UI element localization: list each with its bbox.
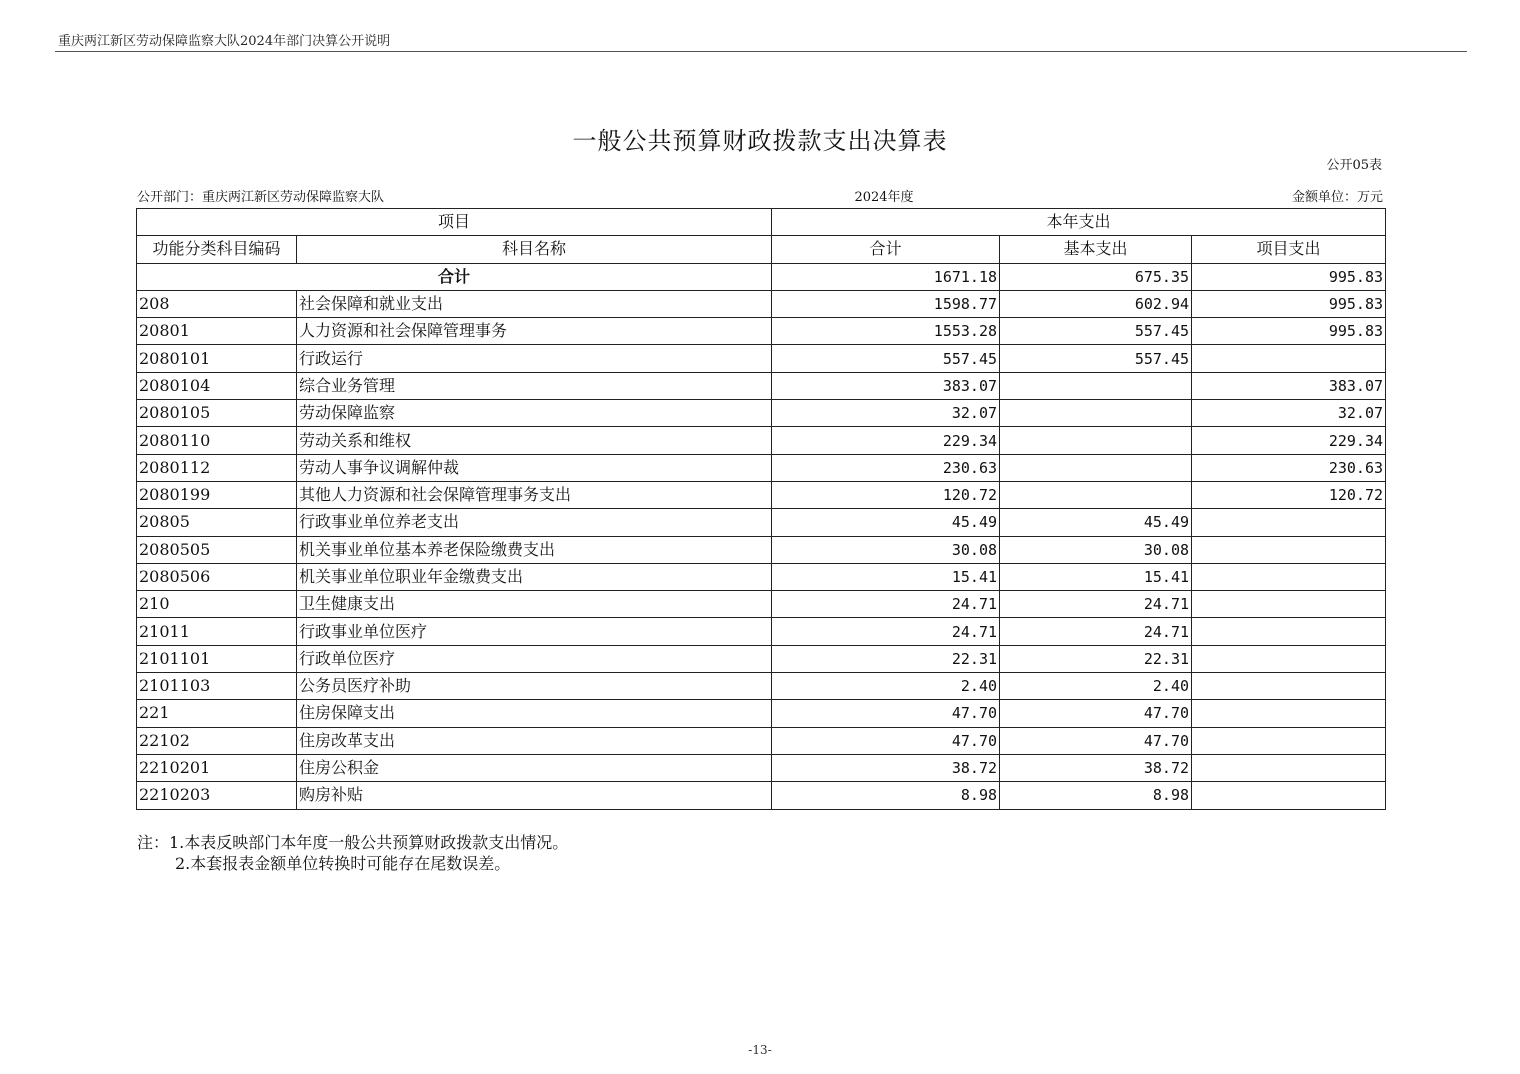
row-code: 2101101 xyxy=(137,645,297,672)
row-total: 24.71 xyxy=(772,591,1000,618)
table-row xyxy=(137,372,1386,399)
row-total: 383.07 xyxy=(772,372,1000,399)
row-basic: 15.41 xyxy=(1000,563,1192,590)
total-project: 995.83 xyxy=(1192,263,1386,290)
row-total: 24.71 xyxy=(772,618,1000,645)
table-row xyxy=(137,427,1386,454)
row-code: 221 xyxy=(137,700,297,727)
header-name: 科目名称 xyxy=(297,236,772,263)
row-basic: 8.98 xyxy=(1000,782,1192,809)
table-row xyxy=(137,645,1386,672)
row-name: 住房公积金 xyxy=(297,754,772,781)
row-basic: 47.70 xyxy=(1000,727,1192,754)
row-name: 行政单位医疗 xyxy=(297,645,772,672)
row-total: 30.08 xyxy=(772,536,1000,563)
total-row xyxy=(137,263,1386,290)
row-total: 22.31 xyxy=(772,645,1000,672)
row-total: 47.70 xyxy=(772,727,1000,754)
table-row xyxy=(137,673,1386,700)
fiscal-year: 2024年度 xyxy=(854,190,914,205)
table-row xyxy=(137,700,1386,727)
row-total: 45.49 xyxy=(772,509,1000,536)
table-row xyxy=(137,290,1386,317)
row-total: 557.45 xyxy=(772,345,1000,372)
total-sum: 1671.18 xyxy=(772,263,1000,290)
row-name: 行政事业单位医疗 xyxy=(297,618,772,645)
row-code: 2080199 xyxy=(137,481,297,508)
row-project xyxy=(1192,591,1386,618)
row-project xyxy=(1192,345,1386,372)
row-project: 383.07 xyxy=(1192,372,1386,399)
amount-unit: 金额单位：万元 xyxy=(1291,190,1383,205)
row-name: 劳动人事争议调解仲裁 xyxy=(297,454,772,481)
table-row xyxy=(137,563,1386,590)
row-project: 230.63 xyxy=(1192,454,1386,481)
table-row xyxy=(137,536,1386,563)
table-row xyxy=(137,481,1386,508)
row-name: 综合业务管理 xyxy=(297,372,772,399)
row-total: 1553.28 xyxy=(772,318,1000,345)
row-basic: 24.71 xyxy=(1000,618,1192,645)
row-total: 32.07 xyxy=(772,400,1000,427)
page-title: 一般公共预算财政拨款支出决算表 xyxy=(572,127,948,155)
row-project xyxy=(1192,700,1386,727)
row-project xyxy=(1192,536,1386,563)
row-total: 1598.77 xyxy=(772,290,1000,317)
table-row xyxy=(137,618,1386,645)
row-code: 20805 xyxy=(137,509,297,536)
table-number: 公开05表 xyxy=(1326,158,1382,173)
row-code: 2080505 xyxy=(137,536,297,563)
page-number: -13- xyxy=(748,1043,772,1057)
row-name: 机关事业单位职业年金缴费支出 xyxy=(297,563,772,590)
row-basic: 2.40 xyxy=(1000,673,1192,700)
row-basic: 45.49 xyxy=(1000,509,1192,536)
row-basic xyxy=(1000,400,1192,427)
row-basic: 602.94 xyxy=(1000,290,1192,317)
row-name: 劳动保障监察 xyxy=(297,400,772,427)
row-basic xyxy=(1000,372,1192,399)
header-project-expense: 项目支出 xyxy=(1192,236,1386,263)
row-code: 2080112 xyxy=(137,454,297,481)
row-project: 995.83 xyxy=(1192,318,1386,345)
row-project xyxy=(1192,727,1386,754)
row-code: 2080506 xyxy=(137,563,297,590)
table-row xyxy=(137,727,1386,754)
row-code: 20801 xyxy=(137,318,297,345)
header-rule xyxy=(55,51,1467,52)
header-row-2 xyxy=(137,236,1386,263)
row-total: 120.72 xyxy=(772,481,1000,508)
row-name: 购房补贴 xyxy=(297,782,772,809)
table-meta xyxy=(137,186,1383,206)
header-code: 功能分类科目编码 xyxy=(137,236,297,263)
row-code: 2210201 xyxy=(137,754,297,781)
row-code: 2080110 xyxy=(137,427,297,454)
table-row xyxy=(137,782,1386,809)
row-basic: 30.08 xyxy=(1000,536,1192,563)
table-row xyxy=(137,318,1386,345)
row-project: 32.07 xyxy=(1192,400,1386,427)
table-row xyxy=(137,454,1386,481)
row-name: 行政事业单位养老支出 xyxy=(297,509,772,536)
row-project xyxy=(1192,645,1386,672)
row-code: 208 xyxy=(137,290,297,317)
row-name: 劳动关系和维权 xyxy=(297,427,772,454)
row-basic: 38.72 xyxy=(1000,754,1192,781)
row-total: 47.70 xyxy=(772,700,1000,727)
total-basic: 675.35 xyxy=(1000,263,1192,290)
header-total: 合计 xyxy=(772,236,1000,263)
table-notes xyxy=(137,832,568,874)
row-total: 2.40 xyxy=(772,673,1000,700)
department-label: 公开部门：重庆两江新区劳动保障监察大队 xyxy=(137,190,385,205)
row-basic: 22.31 xyxy=(1000,645,1192,672)
row-code: 2101103 xyxy=(137,673,297,700)
row-total: 8.98 xyxy=(772,782,1000,809)
row-name: 社会保障和就业支出 xyxy=(297,290,772,317)
row-name: 人力资源和社会保障管理事务 xyxy=(297,318,772,345)
row-total: 229.34 xyxy=(772,427,1000,454)
header-basic: 基本支出 xyxy=(1000,236,1192,263)
table-row xyxy=(137,509,1386,536)
row-project: 995.83 xyxy=(1192,290,1386,317)
row-basic: 557.45 xyxy=(1000,318,1192,345)
table-row xyxy=(137,345,1386,372)
row-total: 38.72 xyxy=(772,754,1000,781)
expenditure-table xyxy=(136,208,1386,810)
row-project: 229.34 xyxy=(1192,427,1386,454)
header-project: 项目 xyxy=(137,209,772,236)
row-name: 公务员医疗补助 xyxy=(297,673,772,700)
row-name: 其他人力资源和社会保障管理事务支出 xyxy=(297,481,772,508)
row-name: 机关事业单位基本养老保险缴费支出 xyxy=(297,536,772,563)
row-basic: 24.71 xyxy=(1000,591,1192,618)
note-2: 2.本套报表金额单位转换时可能存在尾数误差。 xyxy=(175,854,511,873)
total-label: 合计 xyxy=(137,263,772,290)
row-basic xyxy=(1000,454,1192,481)
row-project xyxy=(1192,509,1386,536)
header-current-year: 本年支出 xyxy=(772,209,1386,236)
note-1: 注：1.本表反映部门本年度一般公共预算财政拨款支出情况。 xyxy=(137,833,569,852)
row-code: 21011 xyxy=(137,618,297,645)
header-row-1 xyxy=(137,209,1386,236)
row-total: 15.41 xyxy=(772,563,1000,590)
table-row xyxy=(137,754,1386,781)
table-row xyxy=(137,591,1386,618)
row-project xyxy=(1192,563,1386,590)
row-project xyxy=(1192,618,1386,645)
row-project xyxy=(1192,754,1386,781)
row-project xyxy=(1192,673,1386,700)
row-code: 2210203 xyxy=(137,782,297,809)
row-basic: 557.45 xyxy=(1000,345,1192,372)
row-project xyxy=(1192,782,1386,809)
row-name: 卫生健康支出 xyxy=(297,591,772,618)
row-basic: 47.70 xyxy=(1000,700,1192,727)
row-code: 2080101 xyxy=(137,345,297,372)
row-total: 230.63 xyxy=(772,454,1000,481)
row-name: 行政运行 xyxy=(297,345,772,372)
row-basic xyxy=(1000,481,1192,508)
row-code: 210 xyxy=(137,591,297,618)
row-name: 住房改革支出 xyxy=(297,727,772,754)
row-basic xyxy=(1000,427,1192,454)
table-row xyxy=(137,400,1386,427)
row-code: 2080105 xyxy=(137,400,297,427)
running-header: 重庆两江新区劳动保障监察大队2024年部门决算公开说明 xyxy=(58,34,391,49)
row-name: 住房保障支出 xyxy=(297,700,772,727)
row-code: 22102 xyxy=(137,727,297,754)
row-code: 2080104 xyxy=(137,372,297,399)
row-project: 120.72 xyxy=(1192,481,1386,508)
